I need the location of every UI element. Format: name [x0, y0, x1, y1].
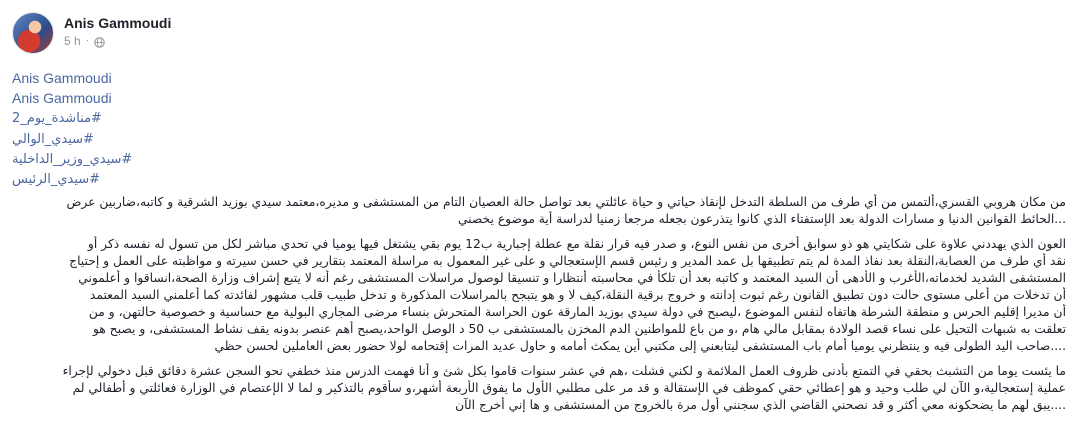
- post-text-line: عملية إستعجالية،و الآن لي طلب وحيد و هو إعطائي حقي كموظف في الإستقالة و قد مر على مطلبي الأول ما يفوق الأربعة أشهر،و سأقوم بالتذكير و لما لا الإعتصام في الوزارة فعائلتي و أطفالي لم: [72, 381, 1066, 395]
- post-header: [12, 12, 171, 54]
- post-text-line: ما يئست يوما من التشبث بحقي في التمتع بأدنى ظروف العمل الملائمة و لكني فشلت ،هم في عشر سنوات قاموا بكل شئ و أنا فهمت الدرس منذ خطفي نحو السجن عشرة دقائق قبل دخولي لإجراء: [62, 364, 1066, 378]
- post-timestamp[interactable]: 5 h: [64, 34, 81, 48]
- post-text-line: ....صاحب اليد الطولى فيه و ينتظرني يوميا أمام باب المستشفى ليتابعني إلى مكتبي أين يمكث أمامه و حاول عديد المرات إقتحامه لولا حضور بعض العاملين لحسن حظي: [214, 339, 1066, 353]
- post-text-line: نقد أي طرف من العصابة،النقلة بعد نفاذ المدة لم يتم تطبيقها بل عمد المدير و رئيس قسم الإستعجالي و على غير المعمول به مراسلة المعتمد بتقارير في حسن سيرته و مواظبته على العمل و إحتياج: [69, 254, 1066, 268]
- hashtag-link[interactable]: #سيدي_الرئيس: [12, 172, 101, 187]
- hashtag-link[interactable]: #سيدي_الوالي: [12, 132, 94, 147]
- hashtag-link[interactable]: #سيدي_وزير_الداخلية: [12, 152, 133, 167]
- post-text-line: تعلقت به شبهات التحيل على نساء قصد الولادة بمقابل مالي هام ،و من باع للمواطنين الدم المخزن بالمستشفى ب 50 د الوصل الواحد،يصبح أهم عنصر بدونه يقف نشاط المستشفى، و يصبح هو: [92, 322, 1066, 336]
- post-text-line: المستشفى الشديد لخدماته،الأغرب و الأدهى أن السيد المعتمد و كاتبه بعد أن تلكأ في محاسبته أنتظارا و تنسيقا لوصول مراسلات المستشفى رغم أنه لا يتبع إشراف وزارة الصحة،انساقوا و أعلموني: [78, 271, 1066, 285]
- post-submeta: [64, 33, 171, 49]
- globe-icon[interactable]: [94, 36, 105, 47]
- post-meta: [64, 12, 171, 49]
- avatar[interactable]: [12, 12, 54, 54]
- mention-link[interactable]: Anis Gammoudi: [12, 70, 112, 86]
- meta-separator: ·: [85, 35, 90, 46]
- post-text-line: أن مديرا إقليم الحرس و منطقة الشرطة هاتفاه لنفس الموضوع ،ليصبح في دولة سيدي بوزيد المارقة عون الحراسة المتحرش بنساء مرضى المجاري البولية مع حساسية و خصوصية حالتهن، و من: [88, 305, 1066, 319]
- post-text-line: العون الذي يهددني علاوة على شكايتي هو ذو سوابق أخرى من نفس النوع، و صدر فيه قرار نقلة مع عطلة إجبارية ب12 يوم بقي يشتغل فيها يوميا في تحدي مباشر لكل من تسول له نفسه ذكر أو: [87, 237, 1066, 251]
- hashtag-link[interactable]: #مناشدة_يوم_2: [12, 111, 102, 126]
- mention-link[interactable]: Anis Gammoudi: [12, 90, 112, 106]
- post-text-line: ....يبق لهم ما يضحكونه معي أكثر و قد نصحني القاضي الذي سجنني أول مرة بالخروج من المستشفى و ها إني أخرج الآن: [455, 398, 1066, 412]
- author-name[interactable]: Anis Gammoudi: [64, 15, 172, 31]
- post-text-line: ...الحائط القوانين الدنيا و مسارات الدولة بعد الإستفتاء الذي كانوا يتذرعون بجعله مرجعا زمنيا لدراسة أية موضوع يخصني: [457, 212, 1066, 226]
- post-text-line: من مكان هروبي القسري،ألتمس من أي طرف من السلطة التدخل لإنقاذ حياتي و حياة عائلتي بعد تواصل حالة العصيان التام من المستشفى و مديره،معتمد سيدي بوزيد الشرقية و كاتبه،ضاربين عرض: [66, 195, 1066, 209]
- post-text-line: أن تدخلات من أعلى مستوى حالت دون تطبيق القانون رغم ثبوت إدانته و خروج برقية النقلة،كيف لا و هو يتبجح بالمراسلات المذكورة و تدخل طبيب قلب مشهور لفائدته كما أعلمني السيد المعتمد: [89, 288, 1066, 302]
